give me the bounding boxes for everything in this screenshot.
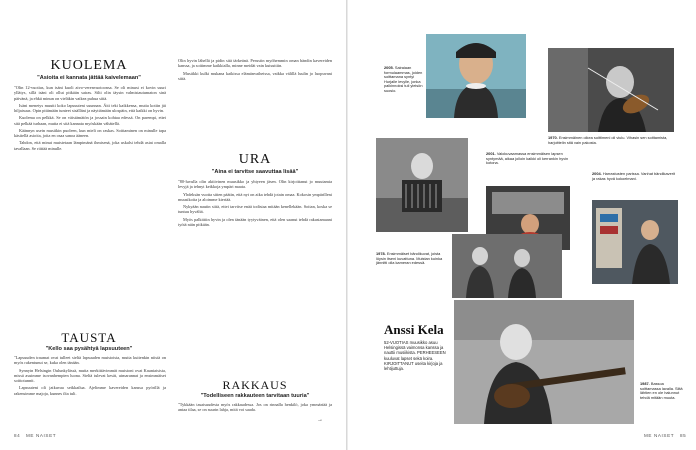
caption-1970 — [548, 136, 680, 145]
magazine-name-left: ME NAISET — [26, 433, 57, 438]
sidebar-title: Anssi Kela — [384, 322, 444, 337]
bass-illustration — [454, 300, 634, 424]
violin-illustration — [548, 48, 674, 132]
paragraph: Synnyin Helsingin Oulunkylässä, mutta merkittävimmät muistoni ovat Kauniaisista, missä asuimme isovanhempien luona. Sieltä tulevat kesät, uimarannat ja ensimmäiset soittotunnit. — [14, 367, 166, 383]
caption-year: 2005. — [384, 65, 394, 70]
kicker-kuolema: "Asioita ei kannata jättää kaivelemaan" — [37, 75, 141, 81]
paragraph: Kuolema on pelkkä. Se on väistämätön ja jossain kohtaa edessä. On parempi, ettei sitä pelkää turhaan, mutta ei sitä kannata myöskään vähätellä. — [14, 115, 166, 126]
section-heading-ura: URA — [238, 152, 272, 167]
paragraph: Käännyn usein musiikin puoleen, kun mieli on raskas. Soittaminen on minulle tapa käsitellä asioita, joita en osaa sanoa ääneen. — [14, 127, 166, 138]
photo-bass-1987 — [454, 300, 634, 424]
paragraph: "Olin 12-vuotias, kun isäni kuoli aivo-verenvuotoonsa. Se oli minust ei kovin suuri yllätys, sillä isäni oli ollut pitkään sairas. Silti olin täysin valmistautumaton sinä päivänä, ja ehkä minun on vieläkin vaikea puhua siitä. — [14, 85, 166, 101]
caption-text: Bassoa soittamassa lavalla. Siitä lähtien en ole halunnut tehdä mitään muuta. — [640, 381, 683, 400]
photo-violin-1970 — [548, 48, 674, 132]
body-ura-intro — [178, 58, 332, 148]
caption-2004 — [592, 172, 678, 181]
caption-year: 1978. — [376, 251, 386, 256]
paragraph: Olin hyvin lähellä ja pidin sitä tärkeänä. Perustin myöhemmin oman bändin kavereiden kanssa, ja soitimme kaikkialla, minne meidät vain kutsuttiin. — [178, 58, 332, 69]
paragraph: Musiikki kulki mukana kaikissa elämänvaiheissa, vaikka välillä luulin jo luopuvani siitä. — [178, 70, 332, 81]
paragraph: "Tykkään tasaisuudesta myös rakkaudessa. Jos on rinnalla henkilö, joka ymmärtää ja antaa tilaa, se on suurin lahja, mitä voi saada. — [178, 402, 332, 413]
page-number-left: 84 — [14, 433, 21, 438]
band-illustration — [452, 234, 562, 298]
section-heading-kuolema: KUOLEMA — [50, 58, 128, 73]
paragraph: "80-luvulla olin aktiivinen muusikko ja yhtyeen jäsen. Olin kirjoittanut jo muutamia levyjä ja tehnyt keikkoja ympäri maata. — [178, 179, 332, 190]
caption-text: Ensimmäiset bändikuvat, joista löysin itseni kuvattuna. Muistan kuinka jännitti olla kameran edessä. — [376, 251, 443, 266]
magazine-name-right: ME NAISET — [644, 433, 675, 438]
section-heading-rakkaus: RAKKAUS — [222, 378, 288, 392]
photo-band-1978 — [452, 234, 562, 298]
body-tausta — [14, 355, 166, 427]
caption-1978 — [376, 252, 448, 266]
paragraph: Tahdon, että minut muistetaan lämpimänä ihmisenä, joka uskalsi tehdä asiat omalla tavallaan. Se riittää minulle. — [14, 140, 166, 151]
paragraph: Nykyään nautin siitä, ettei tarvitse enää todistaa mitään kenellekään. Soitan, koska se tuntuu hyvältä. — [178, 204, 332, 215]
photo-collection-2004 — [592, 200, 678, 284]
photo-portrait-2005 — [426, 34, 526, 118]
collection-illustration — [592, 200, 678, 284]
left-page — [0, 0, 346, 450]
caption-2005 — [384, 66, 424, 94]
body-ura — [178, 179, 332, 369]
caption-text: Sairaiaan formulaammas, joiden soittamana syntyi Hurjalle levylle, jonka palkinnoksi tuli yleisön suosio. — [384, 65, 423, 93]
kicker-ura: "Aina ei tarvitse saavuttaa lisää" — [211, 169, 299, 175]
caption-text: Ensimmäinen oikea soittimeni oli viulu. Vihasin sen soittamista, harjoittelin sitä vain pakosta. — [548, 135, 668, 145]
caption-2001 — [486, 152, 570, 166]
kicker-rakkaus: "Todelliseen rakkauteen tarvitaan tuuria" — [200, 393, 310, 399]
body-kuolema — [14, 85, 166, 313]
caption-year: 2001. — [486, 151, 496, 156]
paragraph: Isäni menetys muutti koko lapsuuteni suunnan. Äiti teki kaikkensa, mutta kotiin jäi hiljaisuus. Opin pitämään tunteet sisälläni ja näyttämään ulospäin, että kaikki on hyvin. — [14, 102, 166, 113]
caption-1987 — [640, 382, 684, 400]
caption-text: Harrastusten parissa. Vanhat bändikaverit ja rakas hyvä kokoelmani. — [592, 171, 676, 181]
photo-accordion — [376, 138, 468, 232]
body-rakkaus — [178, 402, 332, 428]
continue-arrow: → — [317, 417, 323, 423]
caption-year: 1970. — [548, 135, 558, 140]
caption-text: Valokuvaamassa ensimmäisen lapsen syntymää, aikaa jolloin kaikki oli kerrankin hyvin kotona. — [486, 151, 569, 166]
portrait-illustration — [426, 34, 526, 118]
paragraph: "Lapsuuden traumat ovat tulleet sieltä lapsuuden muistoista, mutta kuitenkin niistä on myös rakentunut se, kuka olen tänään. — [14, 355, 166, 366]
accordion-illustration — [376, 138, 468, 232]
paragraph: Yhdeksän vuotta sitten päätin, että nyt on aika tehdä jotain omaa. Kokosin ympärilleni muusikoita ja aloimme kiertää. — [178, 191, 332, 202]
caption-year: 2004. — [592, 171, 602, 176]
page-number-right: 85 — [680, 433, 687, 438]
right-page — [348, 0, 696, 450]
paragraph: Lapsuuteni oli jatkuvaa seikkailua. Ajelimme kavereiden kanssa pyörillä ja rakensimme majoja, kunnes ilta tuli. — [14, 385, 166, 396]
section-heading-tausta: TAUSTA — [61, 330, 117, 345]
sidebar-text: 52-VUOTIAS muusikko asuu Helsingissä vaimonsa kanssa ja nauttii musiikista. PERHEESEEN kuuluvat lapset sekä koira. KIRJOITTANUT useita kirjoja ja lehtijuttuja. — [384, 340, 446, 372]
caption-year: 1987. — [640, 381, 650, 386]
kicker-tausta: "Kello saa pysähtyä lapsuuteen" — [45, 346, 133, 352]
paragraph: Myös palkittiin hyvin ja olen tänään tyytyväinen, että olen saanut tehdä rakastamaani työtä näin pitkään. — [178, 216, 332, 227]
